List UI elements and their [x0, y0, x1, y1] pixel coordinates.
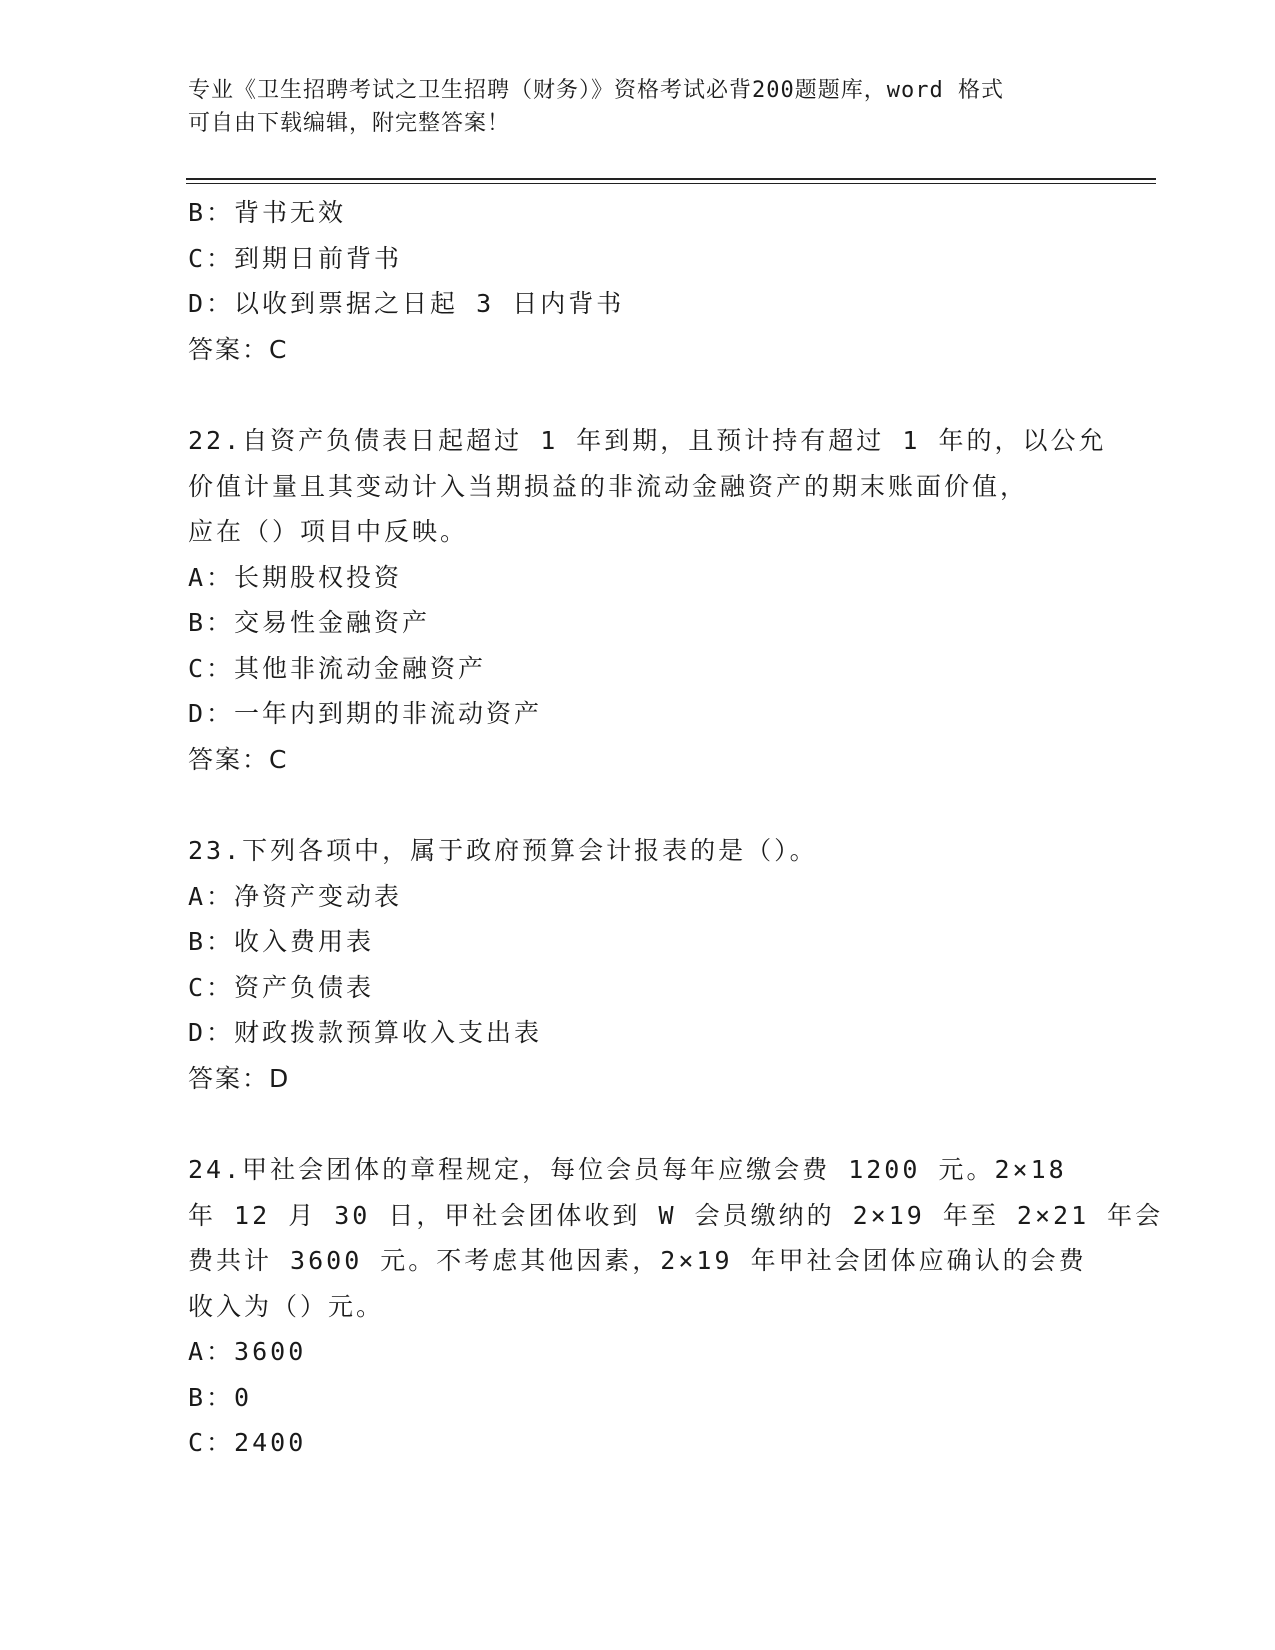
answer: 答案：D	[188, 1063, 291, 1093]
spacer	[188, 372, 1088, 418]
question-24	[188, 1147, 1164, 1466]
question-21-continued	[188, 190, 1088, 372]
question-stem-line: 23.下列各项中，属于政府预算会计报表的是（）。	[188, 836, 818, 865]
option-b: B：0	[188, 1382, 253, 1412]
option-c: C：资产负债表	[188, 972, 375, 1002]
question-stem-line: 22.自资产负债表日起超过 1 年到期，且预计持有超过 1 年的，以公允	[188, 426, 1107, 455]
question-stem-line: 收入为（）元。	[188, 1291, 385, 1321]
option-c: C：其他非流动金融资产	[188, 653, 487, 683]
question-23	[188, 828, 1088, 1101]
question-stem-line: 价值计量且其变动计入当期损益的非流动金融资产的期末账面价值，	[188, 471, 1029, 501]
option-b: B：交易性金融资产	[188, 608, 431, 637]
question-stem-line: 应在（）项目中反映。	[188, 517, 469, 546]
spacer	[188, 1101, 1088, 1147]
option-a: A：长期股权投资	[188, 562, 403, 592]
option-a: A：净资产变动表	[188, 881, 403, 911]
option-b: B：背书无效	[188, 198, 347, 227]
spacer	[188, 782, 1088, 828]
question-22	[188, 418, 1107, 782]
header-divider-thick	[186, 178, 1156, 180]
question-stem-line: 24.甲社会团体的章程规定，每位会员每年应缴会费 1200 元。2×18	[188, 1155, 1067, 1184]
question-stem-line: 费共计 3600 元。不考虑其他因素，2×19 年甲社会团体应确认的会费	[188, 1246, 1087, 1275]
option-d: D：财政拨款预算收入支出表	[188, 1018, 543, 1047]
option-c: C：到期日前背书	[188, 243, 403, 273]
document-header	[188, 74, 1088, 140]
option-c: C：2400	[188, 1428, 307, 1457]
header-line-1: 专业《卫生招聘考试之卫生招聘（财务）》资格考试必背200题题库，word 格式	[188, 78, 1004, 103]
header-line-2: 可自由下载编辑，附完整答案！	[188, 111, 511, 136]
question-stem-line: 年 12 月 30 日，甲社会团体收到 W 会员缴纳的 2×19 年至 2×21 年会	[188, 1200, 1164, 1230]
question-list	[188, 190, 1164, 1466]
option-d: D：一年内到期的非流动资产	[188, 699, 543, 728]
header-divider-thin	[186, 183, 1156, 184]
answer: 答案：C	[188, 744, 289, 774]
option-b: B：收入费用表	[188, 927, 375, 956]
option-a: A：3600	[188, 1337, 307, 1366]
answer: 答案：C	[188, 334, 289, 364]
option-d: D：以收到票据之日起 3 日内背书	[188, 289, 625, 318]
